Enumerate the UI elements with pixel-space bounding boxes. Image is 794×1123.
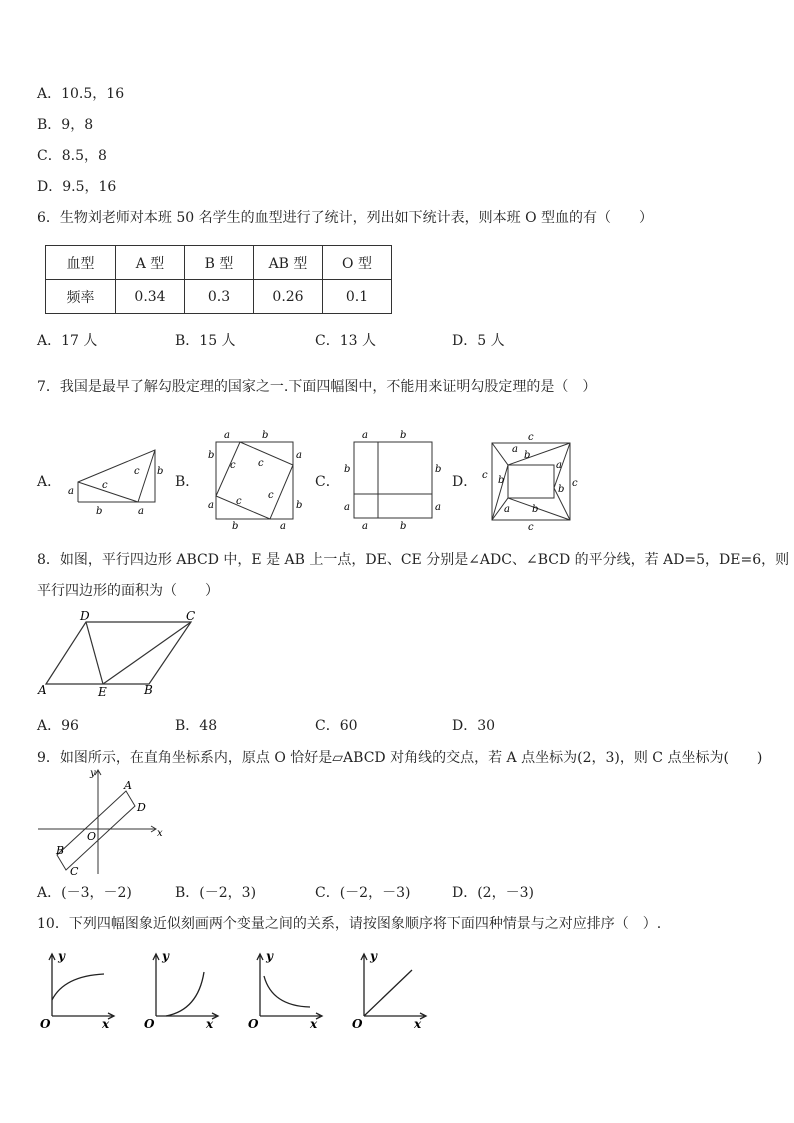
- label-b: b: [344, 464, 351, 475]
- label-b: b: [532, 504, 539, 515]
- label-a: a: [512, 444, 518, 455]
- label-b: b: [208, 450, 215, 461]
- label-c: c: [236, 496, 242, 507]
- label-b: b: [296, 500, 303, 511]
- table-cell: 0.34: [116, 280, 185, 314]
- table-cell: 血型: [46, 246, 116, 280]
- table-cell: O 型: [323, 246, 392, 280]
- q8-text-line1: 8．如图，平行四边形 ABCD 中，E 是 AB 上一点，DE、CE 分别是∠ADC、∠BCD 的平分线，若 AD=5，DE=6，则: [37, 552, 790, 568]
- table-cell: 0.3: [185, 280, 254, 314]
- q5-option-b: B．9，8: [37, 117, 94, 133]
- point-b: B: [144, 683, 153, 697]
- table-cell: 0.1: [323, 280, 392, 314]
- label-a: a: [208, 500, 214, 511]
- label-a: a: [296, 450, 302, 461]
- q5-option-d: D．9.5，16: [37, 179, 117, 195]
- label-b: b: [524, 450, 531, 461]
- q9-option-b: B．(－2，3): [175, 885, 257, 901]
- x-axis-label: x: [157, 828, 163, 839]
- point-a: A: [38, 683, 47, 697]
- label-b: b: [558, 484, 565, 495]
- label-b: b: [262, 430, 269, 441]
- q9-text: 9．如图所示，在直角坐标系内，原点 O 恰好是▱ABCD 对角线的交点，若 A 点坐标为(2，3)，则 C 点坐标为( ): [37, 750, 763, 766]
- q7-figure-d: [478, 428, 578, 533]
- label-b: b: [157, 466, 164, 477]
- q8-text-line2: 平行四边形的面积为（ ）: [37, 583, 219, 599]
- table-cell: A 型: [116, 246, 185, 280]
- table-cell: 频率: [46, 280, 116, 314]
- q10-graph-2: [142, 948, 222, 1032]
- origin-label: O: [352, 1017, 363, 1031]
- q9-option-c: C．(－2，－3): [315, 885, 411, 901]
- q10-text: 10．下列四幅图象近似刻画两个变量之间的关系，请按图象顺序将下面四种情景与之对应排序（ ）.: [37, 916, 662, 932]
- q6-option-b: B．15 人: [175, 333, 236, 349]
- label-a: a: [435, 502, 441, 513]
- label-c: c: [528, 432, 534, 443]
- label-b: b: [435, 464, 442, 475]
- label-b: b: [96, 506, 103, 517]
- q7-option-a: A．: [37, 474, 62, 490]
- label-c: c: [230, 460, 236, 471]
- q6-text: 6．生物刘老师对本班 50 名学生的血型进行了统计，列出如下统计表，则本班 O 型血的有（ ）: [37, 210, 653, 226]
- label-a: a: [138, 506, 144, 517]
- point-c: C: [186, 609, 196, 623]
- q10-graph-4: [350, 948, 430, 1032]
- q6-option-c: C．13 人: [315, 333, 376, 349]
- q6-option-d: D．5 人: [452, 333, 505, 349]
- q9-option-d: D．(2，－3): [452, 885, 534, 901]
- q7-option-b: B．: [175, 474, 200, 490]
- origin-label: O: [144, 1017, 155, 1031]
- q5-option-a: A．10.5，16: [37, 86, 125, 102]
- q7-option-c: C．: [315, 474, 340, 490]
- label-c: c: [528, 522, 534, 533]
- q8-option-b: B．48: [175, 718, 218, 734]
- table-cell: B 型: [185, 246, 254, 280]
- label-b: b: [400, 430, 407, 441]
- y-axis-label: y: [266, 949, 273, 963]
- q7-text: 7．我国是最早了解勾股定理的国家之一.下面四幅图中，不能用来证明勾股定理的是（ ）: [37, 379, 597, 395]
- point-a: A: [124, 779, 132, 792]
- label-b: b: [498, 475, 505, 486]
- label-c: c: [482, 470, 488, 481]
- label-a: a: [556, 460, 562, 471]
- table-cell: 0.26: [254, 280, 323, 314]
- q10-graph-1: [38, 948, 118, 1032]
- point-c: C: [70, 865, 79, 878]
- q8-option-c: C．60: [315, 718, 358, 734]
- q8-option-d: D．30: [452, 718, 496, 734]
- q10-graph-3: [246, 948, 326, 1032]
- x-axis-label: x: [310, 1017, 318, 1031]
- x-axis-label: x: [102, 1017, 110, 1031]
- blood-type-table: [45, 245, 392, 314]
- label-a: a: [68, 486, 74, 497]
- label-b: b: [232, 521, 239, 532]
- x-axis-label: x: [414, 1017, 422, 1031]
- y-axis-label: y: [162, 949, 169, 963]
- q6-option-a: A．17 人: [37, 333, 98, 349]
- origin-label: O: [40, 1017, 51, 1031]
- x-axis-label: x: [206, 1017, 214, 1031]
- point-d: D: [137, 801, 146, 814]
- q9-option-a: A．(－3，－2): [37, 885, 132, 901]
- origin-label: O: [87, 830, 97, 843]
- label-c: c: [102, 480, 108, 491]
- label-a: a: [362, 430, 368, 441]
- label-c: c: [572, 478, 578, 489]
- label-a: a: [504, 504, 510, 515]
- label-c: c: [268, 490, 274, 501]
- label-c: c: [258, 458, 264, 469]
- q7-option-d: D．: [452, 474, 478, 490]
- label-b: b: [400, 521, 407, 532]
- point-e: E: [98, 685, 107, 699]
- q7-figure-a: [60, 440, 170, 520]
- label-c: c: [134, 466, 140, 477]
- y-axis-label: y: [90, 768, 96, 779]
- q8-option-a: A．96: [37, 718, 79, 734]
- label-a: a: [362, 521, 368, 532]
- point-d: D: [80, 609, 90, 623]
- q7-figure-b: [200, 428, 310, 533]
- table-row: [46, 246, 392, 280]
- q8-parallelogram-figure: [36, 608, 206, 698]
- q7-figure-c: [340, 428, 450, 533]
- point-b: B: [56, 844, 65, 857]
- y-axis-label: y: [58, 949, 65, 963]
- table-row: [46, 280, 392, 314]
- table-cell: AB 型: [254, 246, 323, 280]
- label-a: a: [280, 521, 286, 532]
- q5-option-c: C．8.5，8: [37, 148, 107, 164]
- label-a: a: [344, 502, 350, 513]
- origin-label: O: [248, 1017, 259, 1031]
- y-axis-label: y: [370, 949, 377, 963]
- label-a: a: [224, 430, 230, 441]
- q9-coordinate-figure: [36, 766, 166, 878]
